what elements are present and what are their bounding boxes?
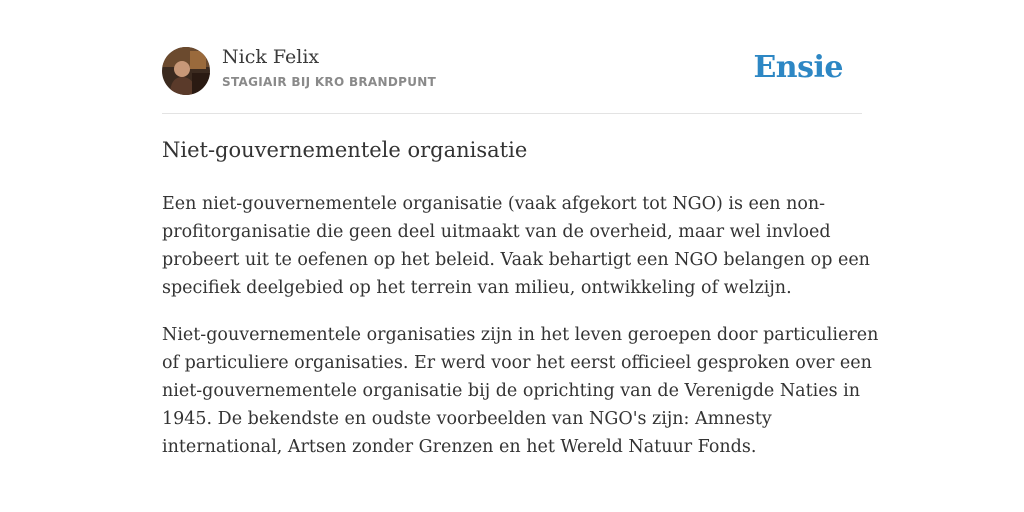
- paragraph-line: Een niet-gouvernementele organisatie (vaak afgekort tot NGO) is een non-: [162, 194, 826, 214]
- ensie-card: [162, 0, 879, 512]
- header-divider: [162, 113, 862, 114]
- paragraph-line: niet-gouvernementele organisatie bij de oprichting van de Verenigde Naties in: [162, 381, 860, 401]
- author-name[interactable]: Nick Felix: [222, 46, 320, 68]
- article-paragraph-2: [162, 321, 879, 461]
- user-photo-avatar-icon: [162, 47, 210, 95]
- paragraph-line: 1945. De bekendste en oudste voorbeelden van NGO's zijn: Amnesty: [162, 409, 772, 429]
- article-title: Niet-gouvernementele organisatie: [162, 138, 528, 162]
- author-header: [162, 46, 862, 96]
- article-paragraph-1: [162, 190, 870, 302]
- paragraph-line: specifiek deelgebied op het terrein van milieu, ontwikkeling of welzijn.: [162, 278, 792, 298]
- paragraph-line: of particuliere organisaties. Er werd voor het eerst officieel gesproken over een: [162, 353, 872, 373]
- paragraph-line: probeert uit te oefenen op het beleid. Vaak behartigt een NGO belangen op een: [162, 250, 870, 270]
- author-avatar[interactable]: [162, 47, 210, 95]
- paragraph-line: profitorganisatie die geen deel uitmaakt van de overheid, maar wel invloed: [162, 222, 831, 242]
- ensie-logo[interactable]: Ensie: [753, 50, 843, 85]
- paragraph-line: Niet-gouvernementele organisaties zijn in het leven geroepen door particulieren: [162, 325, 879, 345]
- paragraph-line: international, Artsen zonder Grenzen en het Wereld Natuur Fonds.: [162, 437, 757, 457]
- author-role: STAGIAIR BIJ KRO BRANDPUNT: [222, 75, 437, 89]
